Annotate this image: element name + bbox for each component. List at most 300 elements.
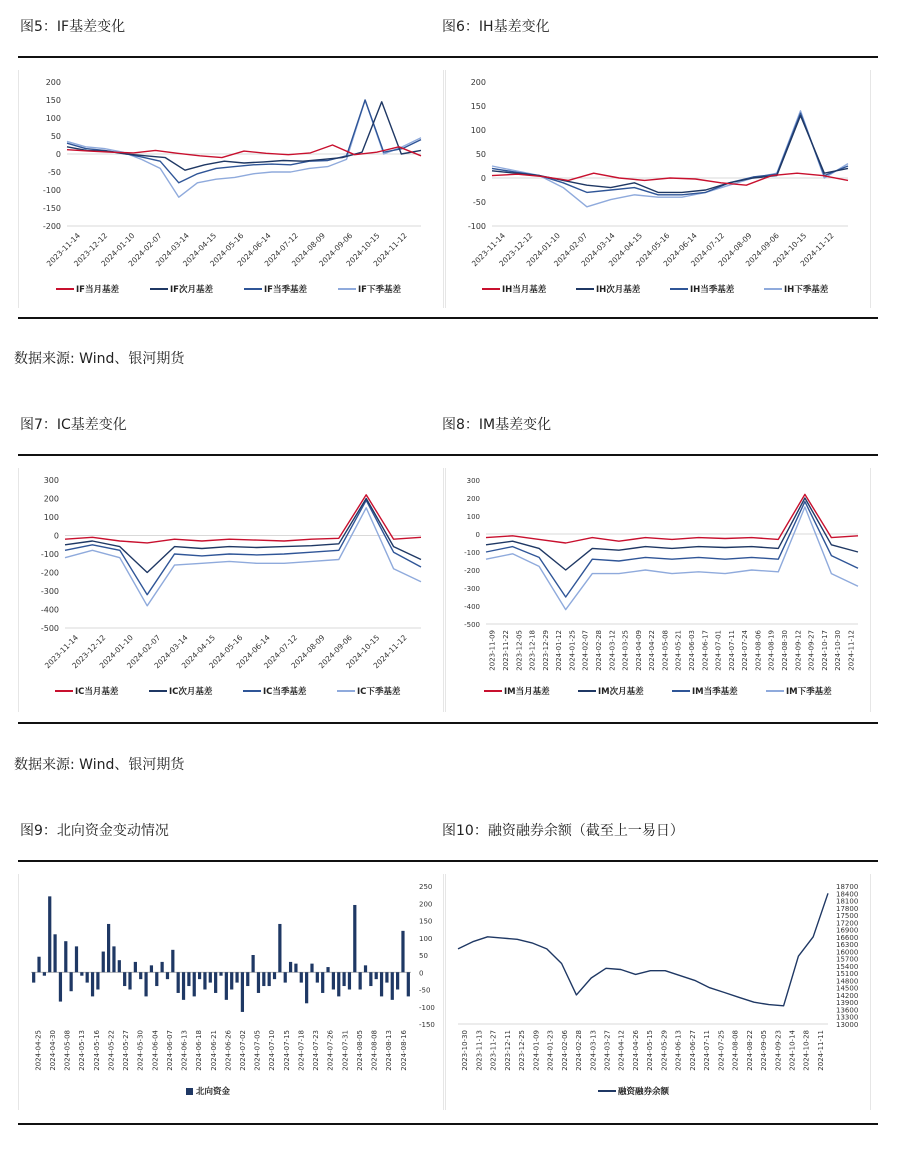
row3-top-rule <box>18 860 878 862</box>
y-tick-label: -400 <box>464 603 480 611</box>
bar <box>59 972 62 1001</box>
source-note-2: 数据来源: Wind、银河期货 <box>14 757 185 773</box>
x-tick-label: 2024-07-01 <box>714 630 723 671</box>
x-tick-label: 2024-07-05 <box>253 1030 262 1071</box>
bar <box>102 952 105 973</box>
series-line <box>458 893 828 1006</box>
x-tick-label: 2024-02-07 <box>126 231 164 269</box>
bar <box>332 972 335 989</box>
x-tick-label: 2024-10-28 <box>802 1030 811 1071</box>
x-tick-label: 2024-02-28 <box>595 630 604 671</box>
series-line <box>486 502 858 597</box>
x-tick-label: 2024-09-27 <box>807 630 816 671</box>
x-tick-label: 2024-03-14 <box>579 231 617 269</box>
chart-panel-ih <box>445 70 871 308</box>
chart-panel-ic <box>18 468 444 712</box>
x-tick-label: 2024-05-16 <box>634 231 672 269</box>
y-tick-label: -150 <box>419 1021 435 1029</box>
y-tick-label: -50 <box>47 168 61 177</box>
y-tick-label: 100 <box>419 934 433 943</box>
y-tick-label: -300 <box>464 585 480 593</box>
top-rule <box>18 56 878 58</box>
bar <box>177 972 180 993</box>
chart-if-svg <box>19 70 443 308</box>
bar <box>391 972 394 1000</box>
series-line <box>67 100 421 183</box>
x-tick-label: 2024-07-23 <box>312 1030 321 1071</box>
bar <box>369 972 372 986</box>
y-tick-label: 14800 <box>836 977 859 986</box>
x-tick-label: 2024-02-07 <box>125 633 163 671</box>
x-tick-label: 2024-06-07 <box>165 1030 174 1071</box>
x-tick-label: 2024-06-14 <box>235 231 273 269</box>
x-tick-label: 2024-05-16 <box>208 231 246 269</box>
x-tick-label: 2024-01-10 <box>524 231 562 269</box>
x-tick-label: 2024-07-10 <box>268 1030 277 1071</box>
y-tick-label: 200 <box>466 495 480 503</box>
y-tick-label: 250 <box>419 883 433 891</box>
bar <box>353 905 356 972</box>
bar <box>70 972 73 991</box>
source-note-1: 数据来源: Wind、银河期货 <box>14 351 185 367</box>
x-tick-label: 2024-05-15 <box>646 1030 655 1071</box>
chart-caption-im: 图8：IM基差变化 <box>442 417 552 433</box>
y-tick-label: 150 <box>419 917 433 926</box>
y-tick-label: 13600 <box>836 1006 859 1015</box>
x-tick-label: 2024-10-15 <box>344 633 382 671</box>
x-tick-label: 2024-08-06 <box>754 630 763 671</box>
series-line <box>486 507 858 610</box>
chart-caption-margin: 图10：融资融券余额（截至上一易日） <box>442 823 684 839</box>
bar <box>80 972 83 975</box>
bar <box>209 972 212 982</box>
x-tick-label: 2024-04-30 <box>49 1030 58 1071</box>
x-tick-label: 2024-05-27 <box>122 1030 131 1071</box>
legend-label: IH当季基差 <box>690 285 735 295</box>
bar <box>128 972 131 989</box>
x-tick-label: 2024-08-22 <box>745 1030 754 1071</box>
x-tick-label: 2023-12-12 <box>70 633 108 671</box>
bar <box>278 924 281 972</box>
chart-caption-north: 图9：北向资金变动情况 <box>20 823 169 839</box>
x-tick-label: 2024-05-16 <box>207 633 245 671</box>
x-tick-label: 2024-07-11 <box>703 1030 712 1071</box>
x-tick-label: 2024-05-30 <box>136 1030 145 1071</box>
x-tick-label: 2024-04-15 <box>606 231 645 269</box>
x-tick-label: 2024-08-19 <box>767 630 776 671</box>
bar <box>257 972 260 993</box>
x-tick-label: 2023-12-12 <box>497 231 535 269</box>
bar <box>37 957 40 973</box>
series-line <box>67 100 421 197</box>
x-tick-label: 2024-10-30 <box>834 630 843 671</box>
bar <box>134 962 137 972</box>
legend-label: IF下季基差 <box>358 285 401 295</box>
x-tick-label: 2024-07-11 <box>727 630 736 671</box>
x-tick-label: 2024-06-03 <box>688 630 697 671</box>
x-tick-label: 2024-03-25 <box>621 630 630 671</box>
x-tick-label: 2024-02-07 <box>552 231 590 269</box>
x-tick-label: 2024-06-13 <box>180 1030 189 1071</box>
bar <box>139 972 142 979</box>
x-tick-label: 2024-07-25 <box>717 1030 726 1071</box>
x-tick-label: 2024-05-29 <box>660 1030 669 1071</box>
row3-bottom-rule <box>18 1123 878 1125</box>
bar <box>182 972 185 1000</box>
y-tick-label: 0 <box>55 150 61 159</box>
bar <box>230 972 233 989</box>
y-tick-label: 16900 <box>836 926 859 935</box>
x-tick-label: 2024-08-08 <box>370 1030 379 1071</box>
legend-label: IC当月基差 <box>75 687 119 697</box>
x-tick-label: 2024-08-09 <box>289 231 328 269</box>
bar <box>407 972 410 996</box>
bar <box>64 941 67 972</box>
x-tick-label: 2024-04-22 <box>648 630 657 671</box>
y-tick-label: 50 <box>50 132 61 141</box>
bar <box>155 972 158 986</box>
x-tick-label: 2024-11-12 <box>371 633 409 671</box>
x-tick-label: 2024-09-05 <box>760 1030 769 1071</box>
chart-north-svg <box>19 874 443 1110</box>
legend-label: IM下季基差 <box>786 687 832 697</box>
x-tick-label: 2024-09-23 <box>774 1030 783 1071</box>
legend-label: 北向资金 <box>196 1087 231 1097</box>
bar <box>107 924 110 972</box>
bar <box>75 946 78 972</box>
x-tick-label: 2023-12-12 <box>72 231 110 269</box>
y-tick-label: 0 <box>419 969 424 978</box>
x-tick-label: 2024-07-24 <box>741 630 750 671</box>
x-tick-label: 2024-01-12 <box>555 630 564 671</box>
x-tick-label: 2024-11-12 <box>371 231 409 269</box>
legend-label: IC次月基差 <box>169 687 213 697</box>
bar <box>262 972 265 986</box>
x-tick-label: 2024-04-25 <box>34 1030 43 1071</box>
x-tick-label: 2023-11-09 <box>488 630 497 671</box>
x-tick-label: 2024-06-21 <box>209 1030 218 1071</box>
bar <box>144 972 147 996</box>
x-tick-label: 2024-02-07 <box>581 630 590 671</box>
x-tick-label: 2024-06-13 <box>674 1030 683 1071</box>
x-tick-label: 2024-05-13 <box>78 1030 87 1071</box>
bar <box>32 972 35 982</box>
bar <box>385 972 388 982</box>
x-tick-label: 2024-01-10 <box>99 231 137 269</box>
y-tick-label: -100 <box>40 550 59 559</box>
legend-label: IC当季基差 <box>263 687 307 697</box>
chart-panel-im <box>445 468 871 712</box>
x-tick-label: 2024-01-25 <box>568 630 577 671</box>
bar <box>305 972 308 1003</box>
y-tick-label: 18400 <box>836 890 859 899</box>
x-tick-label: 2024-06-04 <box>151 1030 160 1071</box>
y-tick-label: 300 <box>43 476 59 485</box>
bar <box>171 950 174 972</box>
x-tick-label: 2023-12-25 <box>518 1030 527 1071</box>
y-tick-label: -500 <box>40 624 59 633</box>
bar <box>161 962 164 972</box>
row1-bottom-rule <box>18 317 878 319</box>
row2-bottom-rule <box>18 722 878 724</box>
x-tick-label: 2024-07-02 <box>239 1030 248 1071</box>
x-tick-label: 2024-05-21 <box>674 630 683 671</box>
x-tick-label: 2024-11-11 <box>816 1030 825 1071</box>
chart-panel-if <box>18 70 444 308</box>
legend-swatch <box>186 1088 193 1095</box>
x-tick-label: 2024-08-13 <box>385 1030 394 1071</box>
bar <box>150 965 153 972</box>
x-tick-label: 2024-04-09 <box>634 630 643 671</box>
x-tick-label: 2023-11-14 <box>44 231 83 269</box>
legend-label: IM当月基差 <box>504 687 550 697</box>
x-tick-label: 2024-06-14 <box>661 231 699 269</box>
chart-im-svg <box>446 468 870 712</box>
bar <box>289 962 292 972</box>
y-tick-label: 50 <box>475 150 486 159</box>
y-tick-label: 16300 <box>836 941 859 950</box>
legend-label: IM当季基差 <box>692 687 738 697</box>
x-tick-label: 2023-11-14 <box>469 231 508 269</box>
chart-caption-ih: 图6：IH基差变化 <box>442 19 550 35</box>
bar <box>166 972 169 979</box>
y-tick-label: 0 <box>53 531 59 541</box>
chart-margin-svg <box>446 874 870 1110</box>
y-tick-label: -50 <box>419 986 431 995</box>
x-tick-label: 2024-04-15 <box>180 231 219 269</box>
bar <box>246 972 249 986</box>
y-tick-label: 200 <box>470 78 486 87</box>
x-tick-label: 2024-07-18 <box>297 1030 306 1071</box>
bar <box>214 972 217 993</box>
x-tick-label: 2024-02-28 <box>575 1030 584 1071</box>
bar <box>342 972 345 986</box>
x-tick-label: 2023-11-27 <box>489 1030 498 1071</box>
legend-label: IH次月基差 <box>596 285 641 295</box>
bar <box>268 972 271 986</box>
x-tick-label: 2024-08-16 <box>399 1030 408 1071</box>
y-tick-label: -50 <box>472 198 486 207</box>
y-tick-label: 300 <box>466 477 480 485</box>
y-tick-label: 16000 <box>836 948 859 957</box>
x-tick-label: 2024-03-14 <box>153 231 191 269</box>
y-tick-label: -200 <box>42 222 61 231</box>
y-tick-label: -400 <box>40 605 59 615</box>
bar <box>316 972 319 982</box>
y-tick-label: 100 <box>470 126 486 135</box>
x-tick-label: 2024-10-14 <box>788 1030 797 1071</box>
x-tick-label: 2024-03-27 <box>603 1030 612 1071</box>
bar <box>187 972 190 986</box>
y-tick-label: -100 <box>467 222 486 231</box>
x-tick-label: 2024-08-09 <box>716 231 754 269</box>
x-tick-label: 2024-04-12 <box>617 1030 626 1071</box>
y-tick-label: 18100 <box>836 897 859 906</box>
x-tick-label: 2023-11-22 <box>502 630 511 671</box>
bar <box>364 965 367 972</box>
y-tick-label: -500 <box>464 621 480 629</box>
x-tick-label: 2024-08-08 <box>731 1030 740 1071</box>
y-tick-label: 17500 <box>836 912 859 921</box>
series-line <box>65 508 421 606</box>
x-tick-label: 2024-04-15 <box>179 633 218 671</box>
legend-label: IC下季基差 <box>357 687 401 697</box>
y-tick-label: 18700 <box>836 883 859 891</box>
y-tick-label: 14500 <box>836 984 859 993</box>
y-tick-label: 0 <box>475 531 480 539</box>
y-tick-label: -300 <box>40 587 59 596</box>
x-tick-label: 2024-08-30 <box>781 630 790 671</box>
y-tick-label: 150 <box>470 102 486 111</box>
x-tick-label: 2023-12-18 <box>528 630 537 671</box>
x-tick-label: 2024-07-26 <box>326 1030 335 1071</box>
bar <box>337 972 340 996</box>
x-tick-label: 2024-06-18 <box>195 1030 204 1071</box>
y-tick-label: 17800 <box>836 904 859 913</box>
x-tick-label: 2024-07-15 <box>282 1030 291 1071</box>
x-tick-label: 2024-01-09 <box>532 1030 541 1071</box>
x-tick-label: 2023-11-13 <box>475 1030 484 1071</box>
y-tick-label: 200 <box>45 78 61 87</box>
y-tick-label: 200 <box>43 494 59 504</box>
bar <box>219 972 222 975</box>
y-tick-label: 150 <box>45 96 61 105</box>
x-tick-label: 2023-10-30 <box>461 1030 470 1071</box>
bar <box>112 946 115 972</box>
series-line <box>67 102 421 170</box>
x-tick-label: 2024-10-17 <box>820 630 829 671</box>
y-tick-label: 100 <box>466 513 480 521</box>
x-tick-label: 2024-03-13 <box>589 1030 598 1071</box>
bar <box>43 972 46 975</box>
bar <box>91 972 94 996</box>
y-tick-label: -200 <box>464 567 480 575</box>
x-tick-label: 2024-09-12 <box>794 630 803 671</box>
y-tick-label: 13900 <box>836 999 859 1008</box>
x-tick-label: 2024-05-22 <box>107 1030 116 1071</box>
x-tick-label: 2024-10-15 <box>771 231 809 269</box>
bar <box>252 955 255 972</box>
bar <box>321 972 324 993</box>
x-tick-label: 2024-05-08 <box>63 1030 72 1071</box>
legend-label: IM次月基差 <box>598 687 644 697</box>
bar <box>284 972 287 982</box>
y-tick-label: 50 <box>419 952 428 960</box>
x-tick-label: 2024-07-31 <box>341 1030 350 1071</box>
x-tick-label: 2024-11-12 <box>798 231 836 269</box>
x-tick-label: 2024-02-06 <box>560 1030 569 1071</box>
x-tick-label: 2024-07-12 <box>261 633 300 671</box>
legend-label: IF次月基差 <box>170 285 213 295</box>
bar <box>48 896 51 972</box>
x-tick-label: 2023-12-05 <box>515 630 524 671</box>
x-tick-label: 2024-01-10 <box>97 633 135 671</box>
x-tick-label: 2023-11-14 <box>42 633 81 671</box>
x-tick-label: 2024-05-08 <box>661 630 670 671</box>
bar <box>53 934 56 972</box>
x-tick-label: 2024-06-14 <box>234 633 272 671</box>
x-tick-label: 2024-03-12 <box>608 630 617 671</box>
bar <box>225 972 228 1000</box>
y-tick-label: -100 <box>464 549 480 557</box>
legend-label: IH下季基差 <box>784 285 829 295</box>
y-tick-label: 17200 <box>836 919 859 928</box>
legend-label: IH当月基差 <box>502 285 547 295</box>
x-tick-label: 2024-06-27 <box>688 1030 697 1071</box>
chart-ih-svg <box>446 70 870 308</box>
bar <box>273 972 276 979</box>
y-tick-label: 13300 <box>836 1013 859 1022</box>
x-tick-label: 2024-06-26 <box>224 1030 233 1071</box>
y-tick-label: 14200 <box>836 991 859 1000</box>
bar <box>86 972 89 982</box>
y-tick-label: 15400 <box>836 962 859 971</box>
x-tick-label: 2024-03-14 <box>152 633 190 671</box>
bar <box>396 972 399 989</box>
bar <box>203 972 206 989</box>
bar <box>380 972 383 996</box>
x-tick-label: 2024-06-17 <box>701 630 710 671</box>
x-tick-label: 2023-12-29 <box>541 630 550 671</box>
chart-panel-north <box>18 874 444 1110</box>
x-tick-label: 2024-07-12 <box>262 231 300 269</box>
bar <box>359 972 362 989</box>
x-tick-label: 2024-08-09 <box>289 633 327 671</box>
bar <box>123 972 126 986</box>
y-tick-label: 15100 <box>836 970 859 979</box>
x-tick-label: 2024-09-06 <box>316 633 354 671</box>
bar <box>310 964 313 973</box>
legend-label: IF当季基差 <box>264 285 307 295</box>
legend-label: IF当月基差 <box>76 285 119 295</box>
y-tick-label: 15700 <box>836 955 859 964</box>
row2-top-rule <box>18 454 878 456</box>
y-tick-label: -100 <box>419 1003 435 1012</box>
y-tick-label: -200 <box>40 568 59 578</box>
bar <box>241 972 244 1012</box>
bar <box>294 964 297 973</box>
x-tick-label: 2023-12-11 <box>503 1030 512 1071</box>
y-tick-label: 16600 <box>836 933 859 942</box>
x-tick-label: 2024-01-23 <box>546 1030 555 1071</box>
bar <box>96 972 99 989</box>
chart-panel-margin <box>445 874 871 1110</box>
chart-caption-ic: 图7：IC基差变化 <box>20 417 127 433</box>
y-tick-label: 100 <box>43 513 59 522</box>
x-tick-label: 2024-05-16 <box>92 1030 101 1071</box>
bar <box>300 972 303 982</box>
y-tick-label: -150 <box>42 204 61 213</box>
bar <box>118 960 121 972</box>
x-tick-label: 2024-11-12 <box>847 630 856 671</box>
y-tick-label: 200 <box>419 900 433 909</box>
x-tick-label: 2024-07-12 <box>688 231 727 269</box>
bar <box>193 972 196 996</box>
y-tick-label: 100 <box>45 114 61 123</box>
bar <box>198 972 201 979</box>
bar <box>235 972 238 982</box>
x-tick-label: 2024-10-15 <box>344 231 382 269</box>
bar <box>375 972 378 979</box>
bar <box>326 967 329 972</box>
chart-caption-if: 图5：IF基差变化 <box>20 19 126 35</box>
bar <box>401 931 404 972</box>
bar <box>348 972 351 989</box>
x-tick-label: 2024-09-06 <box>317 231 355 269</box>
y-tick-label: -100 <box>42 186 61 195</box>
legend-label: 融资融券余额 <box>618 1087 670 1097</box>
y-tick-label: 0 <box>480 174 486 183</box>
